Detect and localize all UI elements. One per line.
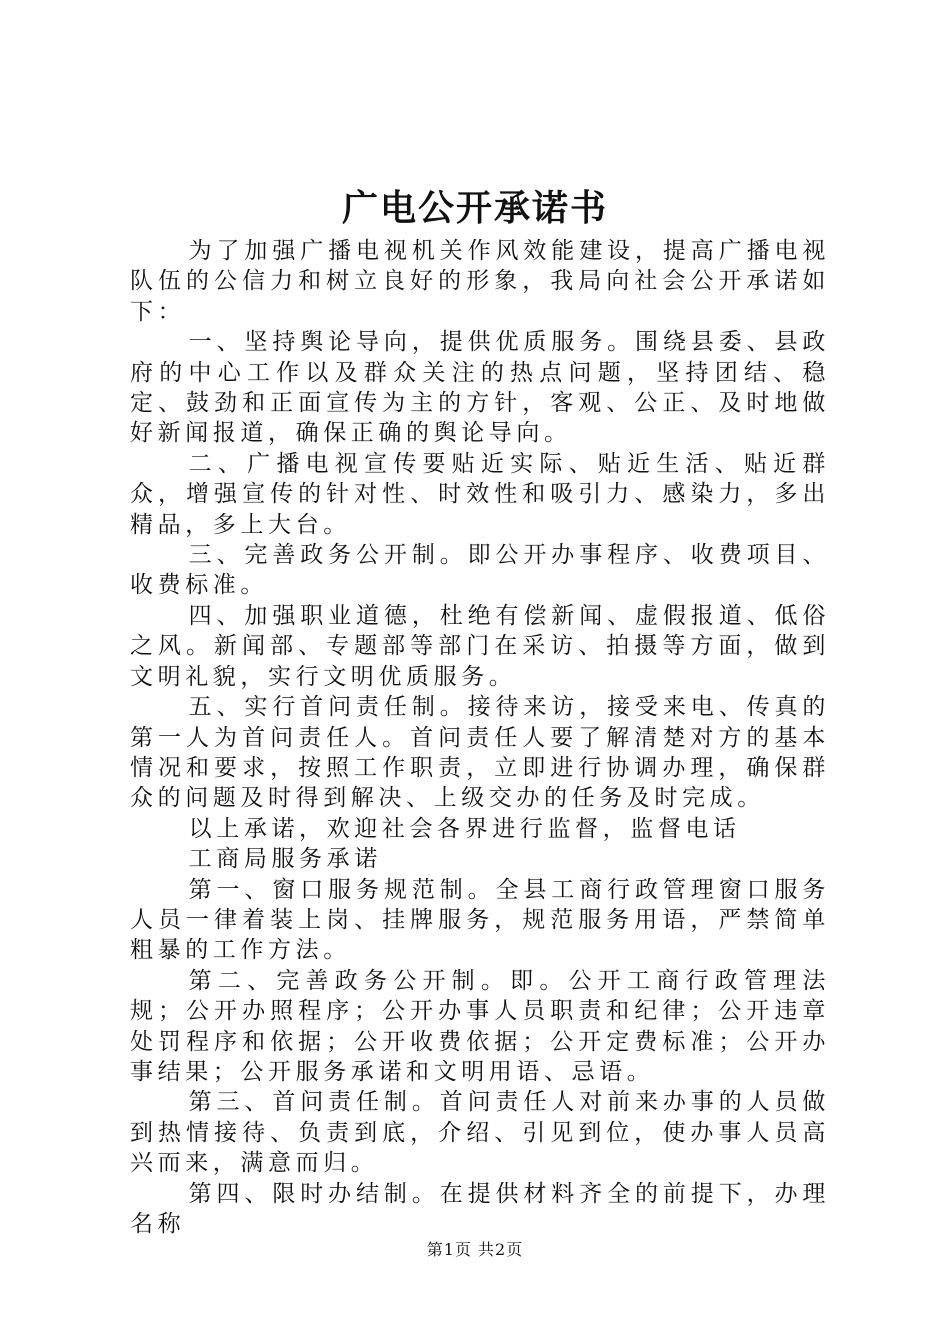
paragraph-item-1: 一、坚持舆论导向，提供优质服务。围绕县委、县政府的中心工作以及群众关注的热点问题，坚持团结、稳定、鼓劲和正面宣传为主的方针，客观、公正、及时地做好新闻报道，确保正确的舆论导向。 <box>130 329 830 447</box>
page-number-footer: 第1页 共2页 <box>426 1240 524 1259</box>
paragraph-commerce-4: 第四、限时办结制。在提供材料齐全的前提下，办理名称 <box>130 1180 830 1237</box>
paragraph-item-3: 三、完善政务公开制。即公开办事程序、收费项目、收费标准。 <box>130 542 830 599</box>
paragraph-commerce-3: 第三、首问责任制。首问责任人对前来办事的人员做到热情接待、负责到底，介绍、引见到位，使办事人员高兴而来，满意而归。 <box>130 1089 830 1177</box>
paragraph-intro: 为了加强广播电视机关作风效能建设，提高广播电视队伍的公信力和树立良好的形象，我局向社会公开承诺如下： <box>130 238 830 325</box>
paragraph-commerce-1: 第一、窗口服务规范制。全县工商行政管理窗口服务人员一律着装上岗、挂牌服务，规范服务用语，严禁简单粗暴的工作方法。 <box>130 876 830 964</box>
document-title: 广电公开承诺书 <box>341 187 608 229</box>
document-body <box>130 236 830 1239</box>
paragraph-item-4: 四、加强职业道德，杜绝有偿新闻、虚假报道、低俗之风。新闻部、专题部等部门在采访、拍摄等方面，做到文明礼貌，实行文明优质服务。 <box>130 602 830 690</box>
paragraph-supervision: 以上承诺，欢迎社会各界进行监督，监督电话 <box>188 815 741 842</box>
paragraph-commerce-2: 第二、完善政务公开制。即。公开工商行政管理法规；公开办照程序；公开办事人员职责和纪律；公开违章处罚程序和依据；公开收费依据；公开定费标准；公开办事结果；公开服务承诺和文明用语、忌语。 <box>130 967 830 1085</box>
section-heading-commerce: 工商局服务承诺 <box>188 846 382 873</box>
paragraph-item-5: 五、实行首问责任制。接待来访，接受来电、传真的第一人为首问责任人。首问责任人要了解清楚对方的基本情况和要求，按照工作职责，立即进行协调办理，确保群众的问题及时得到解决、上级交办的任务及时完成。 <box>130 694 830 812</box>
paragraph-item-2: 二、广播电视宣传要贴近实际、贴近生活、贴近群众，增强宣传的针对性、时效性和吸引力、感染力，多出精品，多上大台。 <box>130 450 830 538</box>
